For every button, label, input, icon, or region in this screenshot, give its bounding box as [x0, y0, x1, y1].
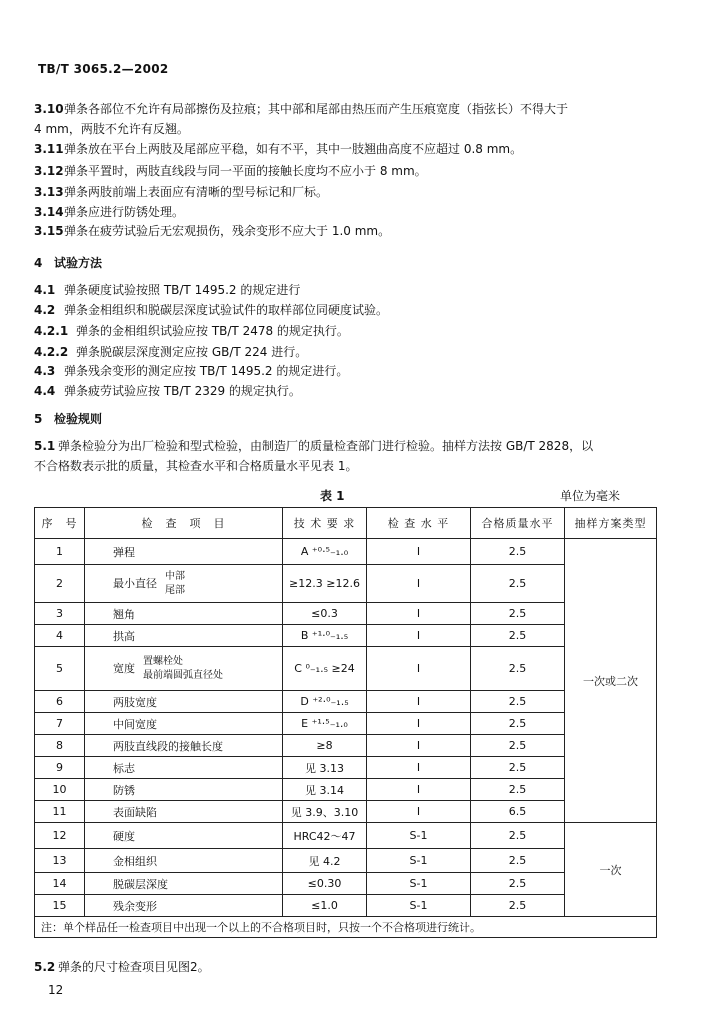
- clause-3-13: [34, 183, 328, 200]
- cell-aql: 2.5: [471, 603, 565, 625]
- cell-level: Ⅰ: [367, 603, 471, 625]
- clause-3-14: [34, 203, 184, 220]
- inspection-table: [34, 507, 657, 938]
- cell-level: Ⅰ: [367, 801, 471, 823]
- item-label: 拱高: [113, 629, 135, 643]
- cell-no: 9: [35, 757, 85, 779]
- cell-item: [85, 625, 283, 647]
- cell-requirement: ≤1.0: [283, 895, 367, 917]
- clause-3-11: [34, 140, 522, 157]
- table-row: [35, 779, 657, 801]
- item-sublabel: 最前端圆弧直径处: [143, 669, 223, 681]
- table-note-row: [35, 917, 657, 938]
- cell-item: [85, 823, 283, 849]
- clause-number: 4.2.1: [34, 324, 69, 338]
- cell-aql: 2.5: [471, 823, 565, 849]
- item-label: 弹程: [113, 545, 135, 559]
- cell-level: S-1: [367, 873, 471, 895]
- clause-text: 弹条平置时，两肢直线段与同一平面的接触长度均不应小于 8 mm。: [64, 164, 427, 178]
- header-aql: 合格质量水平: [471, 508, 565, 539]
- cell-no: 14: [35, 873, 85, 895]
- clause-5-2: [34, 958, 210, 975]
- clause-4-2-2: [34, 343, 307, 360]
- clause-text: 弹条应进行防锈处理。: [64, 205, 185, 219]
- header-requirement: 技 术 要 求: [283, 508, 367, 539]
- cell-aql: 2.5: [471, 735, 565, 757]
- clause-5-1: [34, 437, 593, 454]
- table-header-row: [35, 508, 657, 539]
- cell-no: 4: [35, 625, 85, 647]
- cell-level: Ⅰ: [367, 691, 471, 713]
- clause-5-1-cont: 不合格数表示批的质量，其检查水平和合格质量水平见表 1。: [34, 459, 358, 473]
- cell-level: Ⅰ: [367, 565, 471, 603]
- header-plan: 抽样方案类型: [565, 508, 657, 539]
- cell-requirement: 见 3.14: [283, 779, 367, 801]
- clause-number: 3.10: [34, 102, 64, 116]
- section-4-heading: [34, 254, 102, 271]
- cell-no: 12: [35, 823, 85, 849]
- cell-plan: 一次: [565, 823, 657, 917]
- cell-aql: 2.5: [471, 691, 565, 713]
- clause-number: 3.15: [34, 224, 64, 238]
- cell-level: Ⅰ: [367, 735, 471, 757]
- clause-3-10-cont: 4 mm，两肢不允许有反翘。: [34, 122, 189, 136]
- item-label: 脱碳层深度: [113, 877, 168, 891]
- cell-item: [85, 539, 283, 565]
- cell-item: [85, 873, 283, 895]
- item-sublabels: [165, 570, 185, 598]
- cell-item: [85, 895, 283, 917]
- cell-requirement: E ⁺¹·⁵₋₁.₀: [283, 713, 367, 735]
- header-no: 序 号: [35, 508, 85, 539]
- cell-no: 11: [35, 801, 85, 823]
- table-row: [35, 539, 657, 565]
- cell-item: [85, 801, 283, 823]
- item-label: 中间宽度: [113, 717, 157, 731]
- table-row: [35, 823, 657, 849]
- cell-requirement: ≤0.30: [283, 873, 367, 895]
- clause-text: 弹条在疲劳试验后无宏观损伤，残余变形不应大于 1.0 mm。: [64, 224, 391, 238]
- cell-item: [85, 691, 283, 713]
- page-number: 12: [48, 983, 64, 997]
- cell-no: 7: [35, 713, 85, 735]
- cell-no: 15: [35, 895, 85, 917]
- cell-item: [85, 565, 283, 603]
- table-row: [35, 647, 657, 691]
- table-unit: 单位为毫米: [560, 489, 621, 503]
- cell-level: Ⅰ: [367, 539, 471, 565]
- doc-code-header: TB/T 3065.2—2002: [38, 62, 169, 76]
- table-title: 表 1: [320, 489, 345, 503]
- clause-text: 弹条硬度试验按照 TB/T 1495.2 的规定进行: [64, 283, 301, 297]
- item-label: 标志: [113, 761, 135, 775]
- clause-number: 5.1: [34, 439, 56, 453]
- clause-4-2-1: [34, 322, 349, 339]
- cell-level: Ⅰ: [367, 757, 471, 779]
- clause-number: 4.4: [34, 384, 56, 398]
- cell-item: [85, 849, 283, 873]
- clause-number: 3.13: [34, 185, 64, 199]
- cell-item: [85, 713, 283, 735]
- item-label: 硬度: [113, 829, 135, 843]
- cell-item: [85, 757, 283, 779]
- cell-requirement: D ⁺²·⁰₋₁.₅: [283, 691, 367, 713]
- cell-aql: 2.5: [471, 565, 565, 603]
- cell-aql: 2.5: [471, 779, 565, 801]
- section-title: 检验规则: [54, 412, 103, 426]
- clause-number: 4.1: [34, 283, 56, 297]
- cell-aql: 2.5: [471, 647, 565, 691]
- item-label: 两肢直线段的接触长度: [113, 739, 223, 753]
- cell-requirement: 见 3.9、3.10: [283, 801, 367, 823]
- cell-no: 13: [35, 849, 85, 873]
- cell-no: 6: [35, 691, 85, 713]
- clause-text: 弹条的金相组织试验应按 TB/T 2478 的规定执行。: [76, 324, 349, 338]
- cell-aql: 2.5: [471, 849, 565, 873]
- table-row: [35, 713, 657, 735]
- table-row: [35, 735, 657, 757]
- item-label: 两肢宽度: [113, 695, 157, 709]
- cell-requirement: A ⁺⁰·⁵₋₁.₀: [283, 539, 367, 565]
- clause-text: 弹条检验分为出厂检验和型式检验，由制造厂的质量检查部门进行检验。抽样方法按 GB/T 2828，以: [58, 439, 594, 453]
- item-label: 表面缺陷: [113, 805, 157, 819]
- cell-item: [85, 603, 283, 625]
- cell-requirement: HRC42～47: [283, 823, 367, 849]
- clause-3-12: [34, 162, 427, 179]
- cell-level: S-1: [367, 823, 471, 849]
- clause-text: 弹条两肢前端上表面应有清晰的型号标记和厂标。: [64, 185, 329, 199]
- cell-level: S-1: [367, 849, 471, 873]
- cell-no: 5: [35, 647, 85, 691]
- cell-no: 2: [35, 565, 85, 603]
- cell-requirement: ≥12.3 ≥12.6: [283, 565, 367, 603]
- cell-item: [85, 779, 283, 801]
- item-sublabel: 中部: [165, 570, 185, 582]
- cell-level: Ⅰ: [367, 625, 471, 647]
- clause-number: 3.12: [34, 164, 64, 178]
- item-label: 防锈: [113, 783, 135, 797]
- clause-text: 弹条残余变形的测定应按 TB/T 1495.2 的规定进行。: [64, 364, 349, 378]
- section-number: 4: [34, 256, 43, 270]
- cell-requirement: ≥8: [283, 735, 367, 757]
- clause-text: 弹条的尺寸检查项目见图2。: [58, 960, 210, 974]
- cell-no: 8: [35, 735, 85, 757]
- cell-aql: 2.5: [471, 895, 565, 917]
- table-row: [35, 603, 657, 625]
- item-label: 最小直径: [113, 576, 157, 590]
- cell-aql: 6.5: [471, 801, 565, 823]
- cell-requirement: 见 3.13: [283, 757, 367, 779]
- header-level: 检 查 水 平: [367, 508, 471, 539]
- clause-text: 弹条金相组织和脱碳层深度试验试件的取样部位同硬度试验。: [64, 303, 389, 317]
- cell-no: 10: [35, 779, 85, 801]
- clause-number: 4.2.2: [34, 345, 69, 359]
- clause-4-1: [34, 281, 300, 298]
- clause-3-15: [34, 222, 390, 239]
- cell-aql: 2.5: [471, 539, 565, 565]
- cell-level: Ⅰ: [367, 713, 471, 735]
- cell-no: 3: [35, 603, 85, 625]
- table-row: [35, 625, 657, 647]
- clause-number: 3.14: [34, 205, 64, 219]
- cell-no: 1: [35, 539, 85, 565]
- table-row: [35, 691, 657, 713]
- item-label: 金相组织: [113, 854, 157, 868]
- cell-requirement: 见 4.2: [283, 849, 367, 873]
- cell-plan: 一次或二次: [565, 539, 657, 823]
- table-row: [35, 895, 657, 917]
- clause-text: 弹条各部位不允许有局部擦伤及拉痕；其中部和尾部由热压而产生压痕宽度（指弦长）不得大于: [64, 102, 569, 116]
- cell-level: Ⅰ: [367, 647, 471, 691]
- item-label: 翘角: [113, 607, 135, 621]
- item-sublabel: 尾部: [165, 584, 185, 596]
- table-note: 注：单个样品任一检查项目中出现一个以上的不合格项目时，只按一个不合格项进行统计。: [35, 917, 657, 938]
- header-item: 检 查 项 目: [85, 508, 283, 539]
- item-sublabels: [143, 655, 223, 683]
- clause-number: 4.3: [34, 364, 56, 378]
- cell-level: Ⅰ: [367, 779, 471, 801]
- clause-text: 弹条脱碳层深度测定应按 GB/T 224 进行。: [76, 345, 308, 359]
- cell-aql: 2.5: [471, 873, 565, 895]
- clause-number: 3.11: [34, 142, 64, 156]
- clause-text: 弹条放在平台上两肢及尾部应平稳，如有不平，其中一肢翘曲高度不应超过 0.8 mm。: [64, 142, 523, 156]
- cell-aql: 2.5: [471, 713, 565, 735]
- clause-text: 弹条疲劳试验应按 TB/T 2329 的规定执行。: [64, 384, 301, 398]
- table-row: [35, 801, 657, 823]
- section-title: 试验方法: [54, 256, 103, 270]
- table-row: [35, 849, 657, 873]
- clause-4-4: [34, 382, 301, 399]
- clause-4-2: [34, 301, 388, 318]
- cell-level: S-1: [367, 895, 471, 917]
- item-label: 宽度: [113, 661, 135, 675]
- table-row: [35, 757, 657, 779]
- cell-aql: 2.5: [471, 625, 565, 647]
- table-row: [35, 565, 657, 603]
- cell-item: [85, 647, 283, 691]
- table-row: [35, 873, 657, 895]
- item-sublabel: 置螺栓处: [143, 655, 183, 667]
- clause-number: 4.2: [34, 303, 56, 317]
- cell-requirement: B ⁺¹·⁰₋₁.₅: [283, 625, 367, 647]
- clause-3-10: [34, 100, 568, 117]
- section-number: 5: [34, 412, 43, 426]
- cell-requirement: C ⁰₋₁.₅ ≥24: [283, 647, 367, 691]
- cell-requirement: ≤0.3: [283, 603, 367, 625]
- clause-4-3: [34, 362, 348, 379]
- cell-aql: 2.5: [471, 757, 565, 779]
- item-label: 残余变形: [113, 899, 157, 913]
- cell-item: [85, 735, 283, 757]
- clause-number: 5.2: [34, 960, 56, 974]
- section-5-heading: [34, 410, 102, 427]
